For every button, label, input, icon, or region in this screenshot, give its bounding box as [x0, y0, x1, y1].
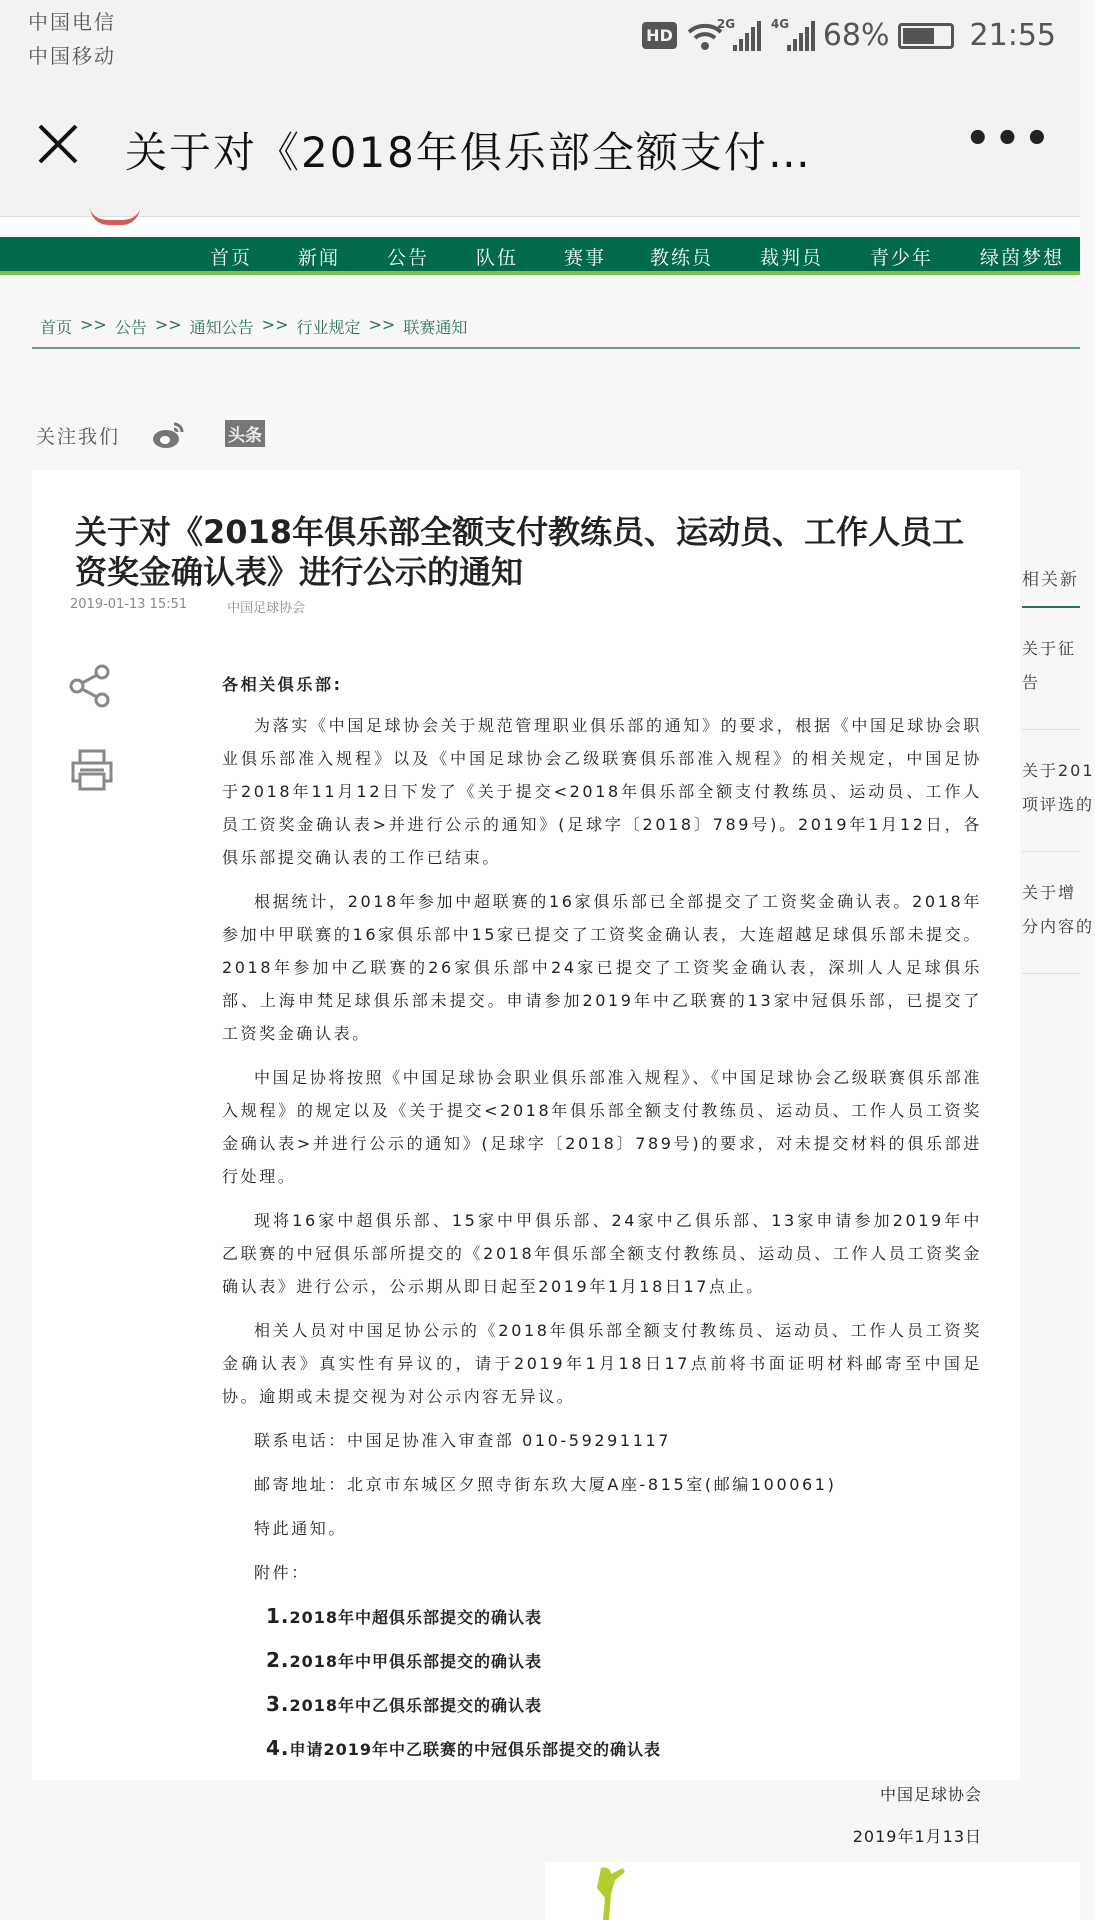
breadcrumb-announcements[interactable]: 通知公告	[189, 318, 254, 337]
status-bar	[0, 0, 1080, 80]
signature: 中国足球协会	[879, 1785, 982, 1804]
window-title: 关于对《2018年俱乐部全额支付…	[125, 128, 812, 177]
toutiao-icon[interactable]: 头条	[225, 420, 265, 447]
nav-teams[interactable]: 队伍	[476, 247, 519, 269]
article-meta	[70, 597, 305, 616]
closing: 特此通知。	[254, 1519, 348, 1538]
salutation: 各相关俱乐部:	[222, 675, 343, 694]
paragraph: 为落实《中国足球协会关于规范管理职业俱乐部的通知》的要求，根据《中国足球协会职业俱乐部准入规程》以及《中国足球协会乙级联赛俱乐部准入规程》的相关规定，中国足协于2018年11月12日下发了《关于提交<2018年俱乐部全额支付教练员、运动员、工作人员工资奖金确认表>并进行公示的通知》(足球字〔2018〕789号)。2019年1月12日，各俱乐部提交确认表的工作已结束。	[222, 716, 982, 867]
mailing-address: 邮寄地址：北京市东城区夕照寺街东玖大厦A座-815室(邮编100061)	[254, 1475, 837, 1494]
breadcrumb-notices[interactable]: 公告	[114, 318, 147, 337]
header-strip	[0, 217, 1080, 237]
signal-4g-icon: 4G	[787, 21, 815, 51]
attachments-label: 附件：	[254, 1563, 310, 1582]
attachment-link[interactable]: 1.2018年中超俱乐部提交的确认表	[266, 1604, 543, 1628]
nav-green-dream[interactable]: 绿茵梦想	[980, 247, 1065, 269]
attachment-link[interactable]: 2.2018年中甲俱乐部提交的确认表	[266, 1648, 543, 1672]
breadcrumb	[40, 315, 467, 338]
nav-notices[interactable]: 公告	[387, 247, 430, 269]
nav-home[interactable]: 首页	[210, 247, 253, 269]
contact-phone: 联系电话：中国足协准入审查部 010-59291117	[254, 1431, 672, 1450]
paragraph: 现将16家中超俱乐部、15家中甲俱乐部、24家中乙俱乐部、13家申请参加2019年中乙联赛的中冠俱乐部所提交的《2018年俱乐部全额支付教练员、运动员、工作人员工资奖金确认表》进行公示，公示期从即日起至2019年1月18日17点止。	[222, 1211, 982, 1296]
browser-title-bar	[0, 80, 1080, 217]
breadcrumb-separator: >>	[261, 315, 289, 334]
divider	[32, 347, 1080, 349]
nav-youth[interactable]: 青少年	[870, 247, 934, 269]
article-title: 关于对《2018年俱乐部全额支付教练员、运动员、工作人员工资奖金确认表》进行公示的通知	[75, 513, 965, 591]
main-nav	[0, 237, 1080, 275]
nav-matches[interactable]: 赛事	[564, 247, 607, 269]
player-silhouette-icon	[593, 1866, 643, 1920]
nav-referees[interactable]: 裁判员	[760, 247, 824, 269]
sign-date: 2019年1月13日	[852, 1827, 982, 1846]
nav-news[interactable]: 新闻	[298, 247, 341, 269]
breadcrumb-home[interactable]: 首页	[40, 318, 73, 337]
follow-us-label: 关注我们	[36, 426, 121, 448]
related-news-item[interactable]: 关于征 告	[1022, 608, 1080, 730]
article-datetime: 2019-01-13 15:51	[70, 597, 188, 612]
breadcrumb-separator: >>	[80, 315, 107, 334]
close-icon[interactable]	[34, 120, 82, 168]
clock: 21:55	[969, 18, 1056, 53]
battery-percent: 68%	[822, 18, 890, 53]
article-body	[222, 668, 982, 1862]
hd-icon: HD	[642, 22, 677, 49]
related-news-item[interactable]: 关于增 分内容的	[1022, 852, 1080, 974]
breadcrumb-separator: >>	[368, 315, 396, 334]
breadcrumb-regulations[interactable]: 行业规定	[296, 318, 361, 337]
weibo-icon[interactable]	[152, 420, 186, 450]
print-icon[interactable]	[70, 748, 114, 792]
paragraph: 中国足协将按照《中国足球协会职业俱乐部准入规程》、《中国足球协会乙级联赛俱乐部准入规程》的规定以及《关于提交<2018年俱乐部全额支付教练员、运动员、工作人员工资奖金确认表>并进行公示的通知》(足球字〔2018〕789号)的要求，对未提交材料的俱乐部进行处理。	[222, 1068, 983, 1186]
breadcrumb-separator: >>	[154, 315, 182, 334]
more-menu-icon[interactable]: •••	[965, 116, 1054, 162]
attachment-link[interactable]: 3.2018年中乙俱乐部提交的确认表	[266, 1692, 543, 1716]
related-news-sidebar	[1022, 540, 1095, 974]
nav-coaches[interactable]: 教练员	[650, 247, 714, 269]
paragraph: 相关人员对中国足协公示的《2018年俱乐部全额支付教练员、运动员、工作人员工资奖金确认表》真实性有异议的，请于2019年1月18日17点前将书面证明材料邮寄至中国足协。逾期或未提交视为对公示内容无异议。	[222, 1321, 982, 1406]
signal-2g-icon: 2G	[733, 21, 761, 51]
battery-icon	[898, 23, 954, 49]
breadcrumb-league-notices[interactable]: 联赛通知	[403, 318, 468, 337]
attachment-link[interactable]: 4.申请2019年中乙联赛的中冠俱乐部提交的确认表	[266, 1736, 662, 1760]
carrier-1: 中国电信	[28, 10, 116, 34]
share-icon[interactable]	[68, 664, 112, 708]
article-source: 中国足球协会	[227, 601, 306, 616]
carrier-2: 中国移动	[28, 44, 116, 68]
related-news-heading: 相关新	[1022, 540, 1080, 608]
related-news-item[interactable]: 关于201 项评选的	[1022, 730, 1080, 852]
paragraph: 根据统计，2018年参加中超联赛的16家俱乐部已全部提交了工资奖金确认表。2018年参加中甲联赛的16家俱乐部中15家已提交了工资奖金确认表，大连超越足球俱乐部未提交。2018年参加中乙联赛的26家俱乐部中24家已提交了工资奖金确认表，深圳人人足球俱乐部、上海申梵足球俱乐部未提交。申请参加2019年中乙联赛的13家中冠俱乐部，已提交了工资奖金确认表。	[222, 892, 982, 1043]
